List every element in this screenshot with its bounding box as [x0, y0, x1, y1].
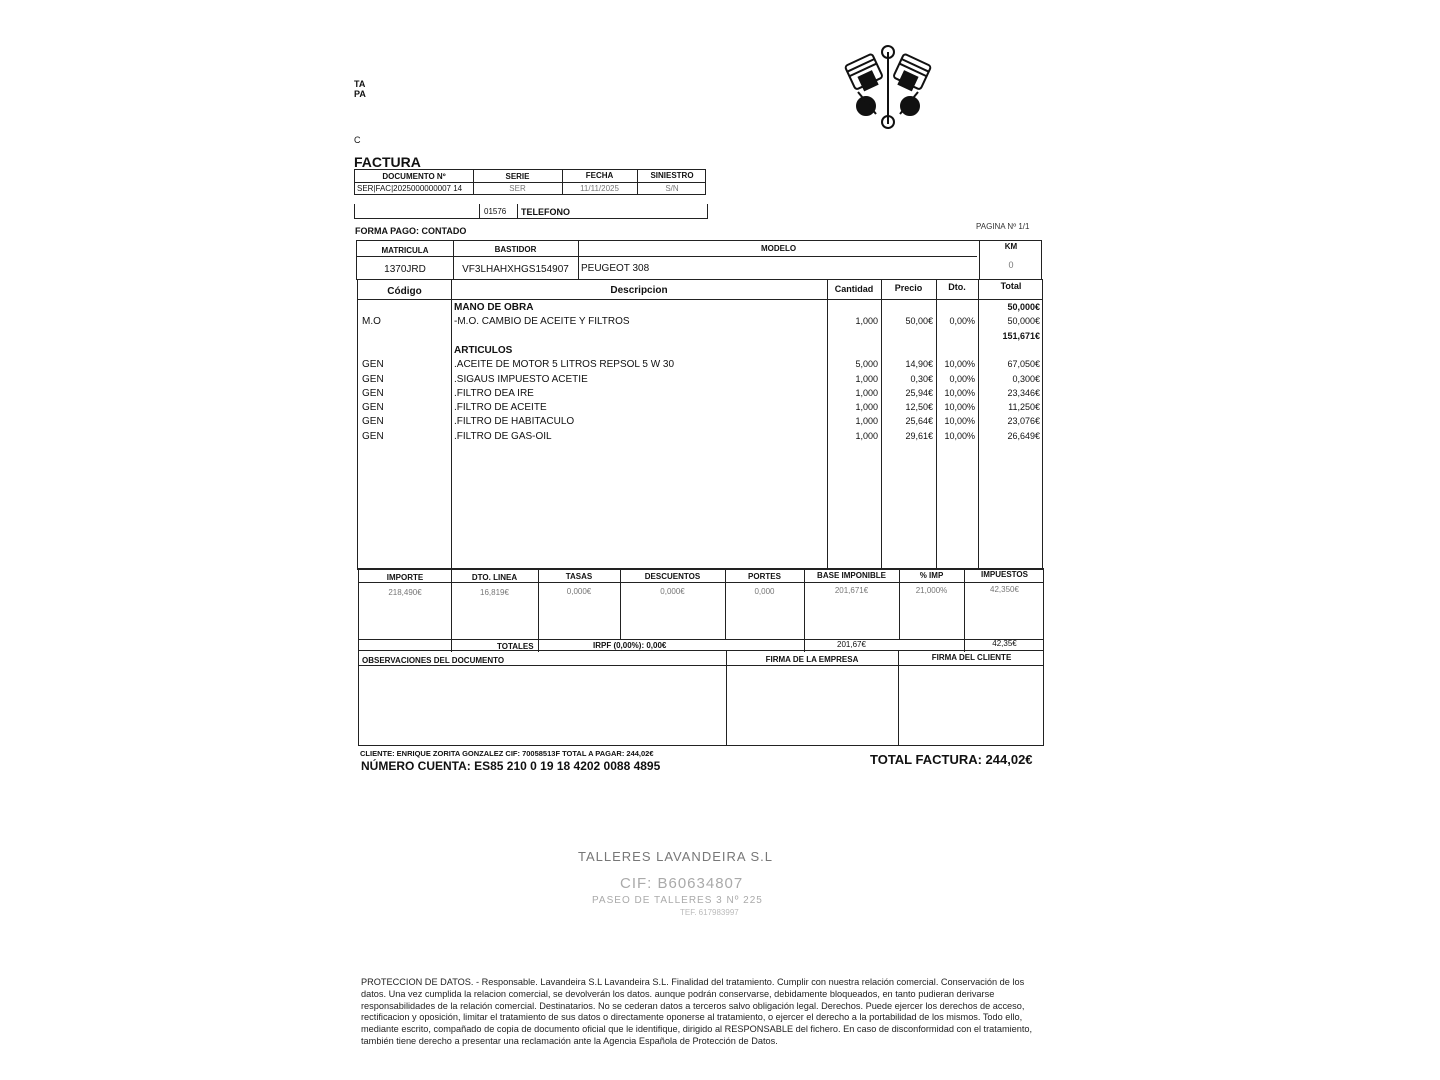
stamp-company: TALLERES LAVANDEIRA S.L — [578, 849, 773, 864]
row-desc: -M.O. CAMBIO DE ACEITE Y FILTROS — [454, 316, 630, 328]
page-title: FACTURA — [354, 154, 421, 170]
doc-number-header: DOCUMENTO Nº — [382, 172, 446, 181]
row-code: GEN — [362, 387, 384, 399]
phone-label: TELEFONO — [521, 207, 570, 217]
row-code: GEN — [362, 416, 384, 428]
table-row — [358, 431, 1042, 445]
vehicle-table — [356, 240, 1042, 280]
row-desc: .ACEITE DE MOTOR 5 LITROS REPSOL 5 W 30 — [454, 359, 675, 371]
matricula-value: 1370JRD — [384, 264, 426, 275]
client-line: CLIENTE: ENRIQUE ZORITA GONZALEZ CIF: 70058513F TOTAL A PAGAR: 244,02€ — [360, 749, 654, 758]
base-imponible-header: BASE IMPONIBLE — [817, 571, 886, 580]
irpf-label: IRPF (0,00%): 0,00€ — [593, 641, 667, 650]
descuentos-header: DESCUENTOS — [644, 572, 701, 581]
items-table — [357, 279, 1043, 570]
impuestos-header: IMPUESTOS — [981, 570, 1028, 579]
row-dto: 10,00% — [944, 416, 975, 427]
cantidad-header: Cantidad — [834, 284, 874, 294]
dto-linea-header: DTO. LINEA — [471, 573, 518, 582]
privacy-notice: PROTECCION DE DATOS. - Responsable. Lavandeira S.L Lavandeira S.L. Finalidad del tratamiento. Cumplir con nuestra relación comercial. Conservación de los datos. Una vez cumplida la relacion comercial, se devolverán los datos. aunque podrán conservarse, debidamente bloqueados, en tanto pudieran derivarse responsabilidades de la relación comercial. Destinatarios. No se cederan datos a terceros salvo obligación legal. Derechos. Puede ejercer los derechos de acceso, rectificacion y oposición, limitar el tratamiento de sus datos o directamente oponerse al tratamiento, o ejercer el derecho a la portabilidad de los mismos. Todo ello, mediante escrito, compañado de copia de documento oficial que le identifique, dirigido al RESPONSABLE del fichero. En caso de disconformidad con el tratamiento, también tiene derecho a presentar una reclamación ante la Agencia Española de Protección de Datos. — [361, 977, 1033, 1046]
portes-value: 0,000 — [754, 587, 775, 596]
modelo-value: PEUGEOT 308 — [581, 263, 650, 274]
row-price: 25,94€ — [905, 387, 933, 398]
bastidor-header: BASTIDOR — [494, 245, 537, 254]
serie-value: SER — [509, 184, 526, 193]
tasas-header: TASAS — [565, 572, 593, 581]
firma-empresa-label: FIRMA DE LA EMPRESA — [765, 655, 859, 664]
row-desc: MANO DE OBRA — [454, 302, 534, 313]
pistons-wrench-icon — [836, 44, 940, 130]
matricula-header: MATRICULA — [381, 246, 429, 255]
row-qty: 1,000 — [855, 402, 878, 413]
summary-table — [358, 568, 1044, 651]
table-row — [358, 316, 1042, 330]
fecha-value: 11/11/2025 — [580, 184, 619, 193]
row-code: GEN — [362, 402, 384, 414]
row-desc: ARTICULOS — [454, 344, 513, 356]
stamp-phone: TEF. 617983997 — [680, 908, 739, 917]
row-price: 29,61€ — [905, 430, 933, 441]
row-price: 50,00€ — [905, 316, 933, 327]
row-price: 0,30€ — [910, 373, 933, 384]
serie-header: SERIE — [505, 172, 530, 181]
stamp-address: PASEO DE TALLERES 3 Nº 225 — [592, 895, 763, 906]
row-total: 50,000€ — [1007, 302, 1040, 312]
row-dto: 10,00% — [944, 387, 975, 398]
pct-imp-value: 21,000% — [915, 586, 948, 595]
document-info-table — [354, 169, 706, 195]
portes-header: PORTES — [748, 572, 781, 581]
modelo-header: MODELO — [760, 244, 797, 253]
account-number: NÚMERO CUENTA: ES85 210 0 19 18 4202 0088 4895 — [361, 759, 661, 773]
row-total: 23,346€ — [1007, 387, 1040, 398]
codigo-header: Código — [387, 286, 422, 297]
precio-header: Precio — [894, 283, 923, 293]
header-fragment-3: C — [354, 135, 361, 145]
row-total: 11,250€ — [1008, 402, 1040, 413]
row-total: 23,076€ — [1007, 416, 1040, 427]
row-code: GEN — [362, 430, 384, 442]
row-qty: 1,000 — [855, 387, 878, 398]
table-row — [358, 345, 1042, 359]
row-desc: .FILTRO DE HABITACULO — [454, 416, 575, 428]
km-value: 0 — [1008, 260, 1014, 270]
table-row — [358, 374, 1042, 388]
row-code: GEN — [362, 359, 384, 371]
siniestro-value: S/N — [665, 184, 679, 193]
bastidor-value: VF3LHAHXHGS154907 — [462, 264, 569, 275]
row-price: 25,64€ — [905, 416, 933, 427]
page-number: PAGINA Nº 1/1 — [976, 222, 1030, 231]
row-code: GEN — [362, 373, 384, 385]
row-total: 151,671€ — [1002, 330, 1040, 341]
row-price: 12,50€ — [905, 402, 933, 413]
table-row — [358, 302, 1042, 316]
row-total: 0,300€ — [1012, 373, 1040, 384]
pct-imp-header: % IMP — [919, 571, 944, 580]
row-desc: .FILTRO DE GAS-OIL — [454, 430, 552, 442]
row-qty: 5,000 — [855, 359, 878, 370]
row-qty: 1,000 — [855, 430, 878, 441]
table-row — [358, 388, 1042, 402]
importe-header: IMPORTE — [386, 573, 424, 582]
row-dto: 10,00% — [944, 430, 975, 441]
contact-bar — [354, 204, 708, 219]
tasas-value: 0,000€ — [566, 587, 592, 596]
header-fragment-1: TA — [354, 79, 366, 89]
row-desc: .SIGAUS IMPUESTO ACETIE — [454, 373, 588, 385]
fecha-header: FECHA — [585, 171, 614, 180]
impuestos-value: 42,350€ — [990, 585, 1019, 594]
total-tax-value: 42,35€ — [992, 639, 1017, 648]
base-imponible-value: 201,671€ — [834, 586, 869, 595]
row-qty: 1,000 — [855, 416, 878, 427]
phone-prefix: 01576 — [484, 207, 507, 216]
siniestro-header: SINIESTRO — [650, 171, 694, 180]
row-dto: 0,00% — [949, 373, 975, 384]
table-row — [358, 402, 1042, 416]
total-base-value: 201,67€ — [837, 640, 866, 649]
descripcion-header: Descripcion — [610, 285, 668, 296]
row-total: 50,000€ — [1007, 316, 1040, 327]
km-header: KM — [1004, 242, 1018, 251]
dto-linea-value: 16,819€ — [480, 588, 509, 597]
row-qty: 1,000 — [855, 373, 878, 384]
dto-header: Dto. — [948, 282, 966, 292]
signature-table — [358, 650, 1044, 746]
row-dto: 10,00% — [944, 359, 975, 370]
doc-number-value: SER|FAC|2025000000007 14 — [357, 184, 463, 193]
total-header: Total — [1000, 281, 1022, 291]
observaciones-label: OBSERVACIONES DEL DOCUMENTO — [362, 656, 505, 665]
row-qty: 1,000 — [855, 316, 878, 327]
payment-method: FORMA PAGO: CONTADO — [355, 226, 467, 236]
descuentos-value: 0,000€ — [660, 587, 685, 596]
row-desc: .FILTRO DEA IRE — [454, 387, 534, 399]
importe-value: 218,490€ — [388, 588, 422, 597]
row-code: M.O — [362, 316, 381, 328]
firma-cliente-label: FIRMA DEL CLIENTE — [931, 653, 1012, 662]
row-desc: .FILTRO DE ACEITE — [454, 402, 547, 414]
row-total: 26,649€ — [1007, 430, 1040, 441]
table-row — [358, 331, 1042, 345]
row-dto: 10,00% — [944, 402, 975, 413]
row-dto: 0,00% — [949, 316, 975, 327]
total-factura: TOTAL FACTURA: 244,02€ — [870, 752, 1033, 767]
table-row — [358, 359, 1042, 373]
row-total: 67,050€ — [1007, 359, 1040, 370]
totales-label: TOTALES — [497, 642, 534, 651]
header-fragment-2: PA — [354, 89, 366, 99]
row-price: 14,90€ — [905, 359, 933, 370]
stamp-cif: CIF: B60634807 — [620, 875, 744, 892]
table-row — [358, 416, 1042, 430]
